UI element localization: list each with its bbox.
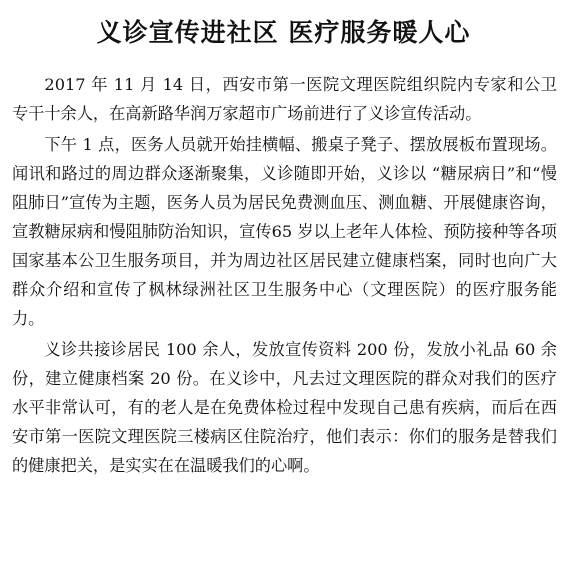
paragraph-event-activities: 下午 1 点，医务人员就开始挂横幅、搬桌子凳子、摆放展板布置现场。闻讯和路过的周边群众逐渐聚集，义诊随即开始，义诊以 “糖尿病日”和“慢阻肺日”宣传为主题，医务人员为居民免费测血压、测血糖、开展健康咨询，宣教糖尿病和慢阻肺防治知识，宣传65 岁以上老年人体检、预防接种等各项国家基本公卫生服务项目，并为周边社区居民建立健康档案，同时也向广大群众介绍和宣传了枫林绿洲社区卫生服务中心（文理医院）的医疗服务能力。 (12, 135, 557, 328)
paragraph-event-overview: 2017 年 11 月 14 日，西安市第一医院文理医院组织院内专家和公卫专干十余人，在高新路华润万家超市广场前进行了义诊宣传活动。 (12, 75, 557, 123)
article-body (12, 70, 557, 480)
article-title: 义诊宣传进社区 医疗服务暖人心 (96, 18, 471, 47)
paragraph-event-results: 义诊共接诊居民 100 余人，发放宣传资料 200 份，发放小礼品 60 余份，建立健康档案 20 份。在义诊中，凡去过文理医院的群众对我们的医疗水平非常认可，有的老人是在免费体检过程中发现自己患有疾病，而后在西安市第一医院文理医院三楼病区住院治疗，他们表示：你们的服务是替我们的健康把关，是实实在在温暖我们的心啊。 (12, 340, 557, 475)
